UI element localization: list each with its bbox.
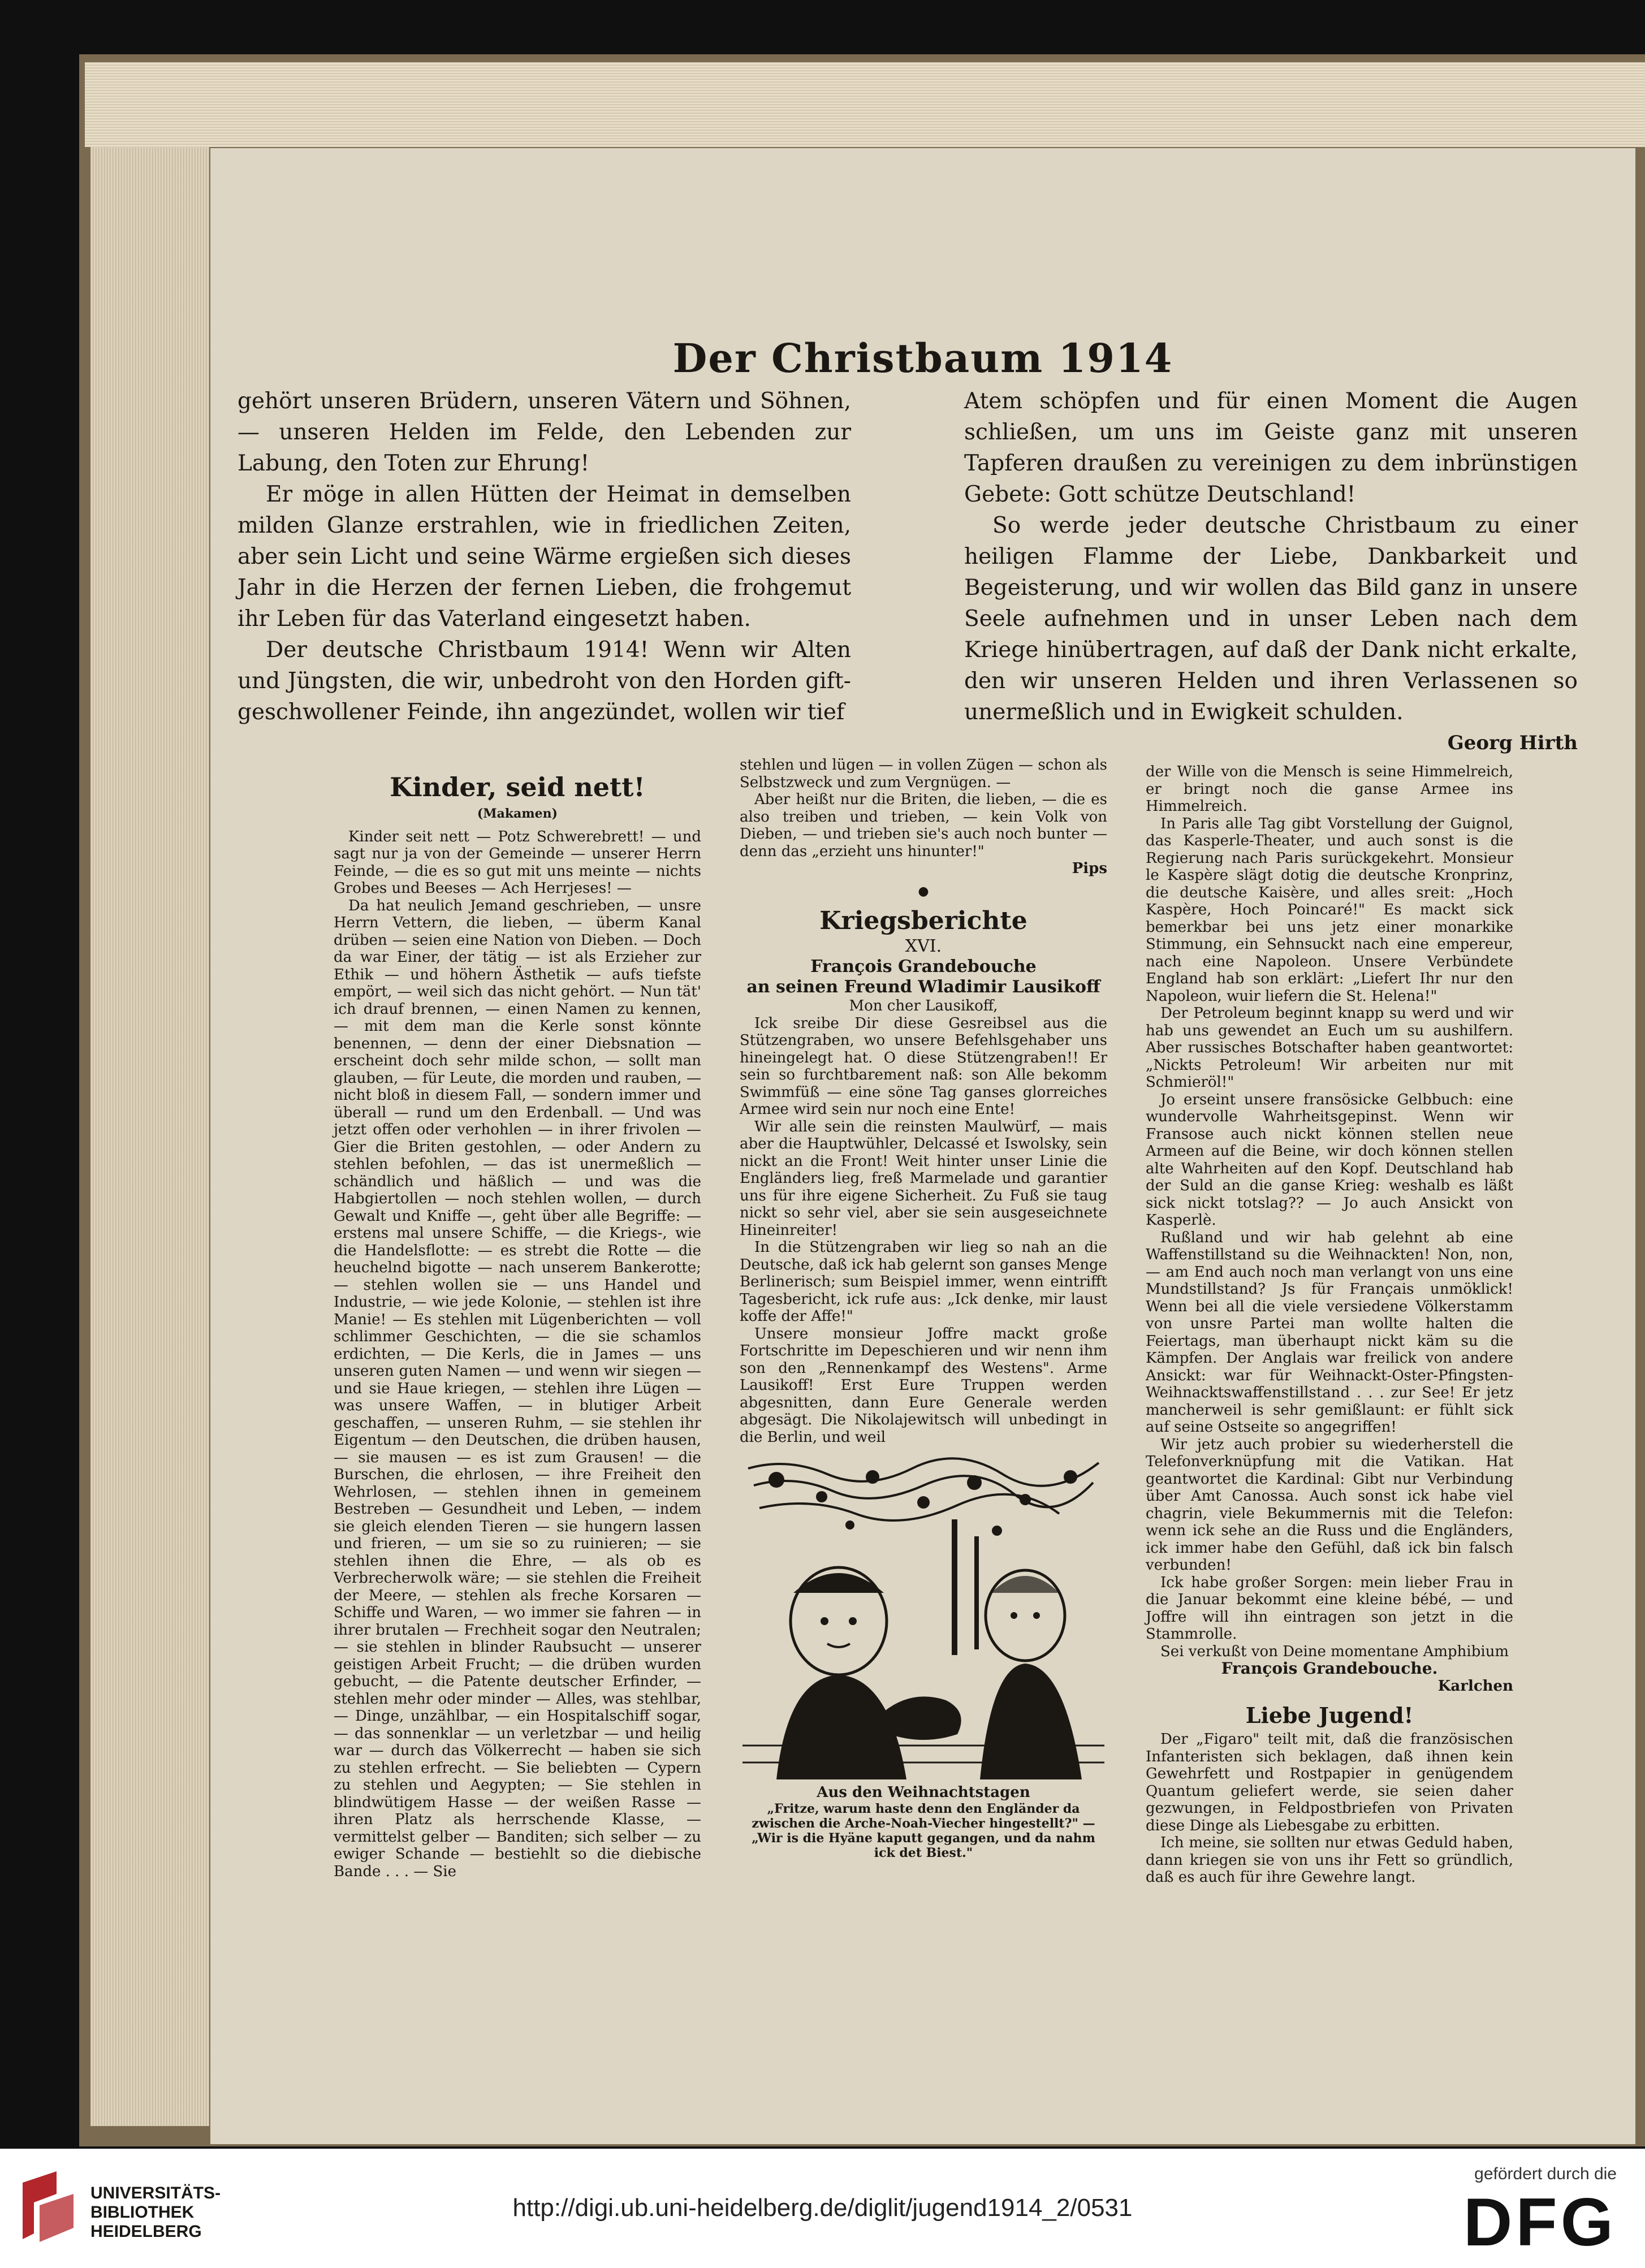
illustration-children-christmas bbox=[742, 1451, 1104, 1779]
column-kriegsberichte bbox=[740, 757, 1107, 1860]
paragraph: Ick habe großer Sorgen: mein lieber Frau in die Januar bekommt eine kleine bébé, — und Joffre will ihn eintragen son jetzt in die Stammrolle. bbox=[1146, 1574, 1513, 1643]
author-signature: Pips bbox=[1072, 860, 1107, 877]
column-kinder-seid-nett bbox=[334, 759, 701, 1880]
sponsor-text: gefördert durch die bbox=[1474, 2165, 1617, 2183]
magazine-page bbox=[210, 148, 1635, 2144]
page-edges bbox=[90, 62, 209, 2126]
paragraph: Der Petroleum beginnt knapp su werd und wir hab uns gewendet an Euch um su aushilfern. Aber russisches Botschafter haben geantwortet: „Nickts Petroleum! Wir arbeiten nur mit Schmieröl!" bbox=[1146, 1005, 1513, 1091]
closing-name: François Grandebouche. bbox=[1221, 1659, 1438, 1678]
paragraph: In Paris alle Tag gibt Vorstellung der Guignol, das Kasperle-Theater, und auch sonst is die Regierung nach Paris surückgekehrt. Monsieur le Kaspère slägt dotig die deutsche Kronprinz, die deutsche Kaisère, und alles sreit: „Hoch Kaspère, Hoch Poincaré!" Es mackt sick bemerkbar bei uns jetz einer monarkike Stimmung, ein Sehnsuckt nach eine empereur, nach eine Napoleon. Unsere Verbündete England hab son erklärt: „Liefert Ihr nur den Napoleon, wuir liefern die St. Helena!" bbox=[1146, 815, 1513, 1005]
illustration-title: Aus den Weihnachtstagen bbox=[817, 1784, 1030, 1801]
author-signature: Karlchen bbox=[1437, 1677, 1513, 1695]
article-number: XVI. bbox=[905, 936, 942, 956]
article-subtitle: (Makamen) bbox=[477, 806, 558, 821]
separator-bullet: ● bbox=[918, 884, 929, 898]
paragraph: Atem schöpfen und für einen Moment die Augen schließen, um uns im Geiste ganz mit unseren Tapferen draußen zu vereinigen zu dem inbrünstigen Gebete: Gott schütze Deutschland! bbox=[964, 388, 1578, 507]
paragraph: Da hat neulich Jemand geschrieben, — unsre Herrn Vettern, die lieben, — überm Kanal drüben — seien eine Nation von Dieben. — Doch da war Einer, der tätig — ist als Erzieher zur Ethik — und höhern Ästhetik — aufs tiefste empört, — weil sich das nicht gehört. — Nun tät' ich drauf brennen, — einen Namen zu kennen, — mit dem man die Kerle sonst könnte benennen, — denn der einer Diebsnation — erscheint doch sehr milde schon, — sollt man glauben, — für Leute, die morden und rauben, — nicht bloß in diesem Fall, — sondern immer und überall — rund um den Erdenball. — Und was jetzt offen oder verhohlen — in ihrer frivolen — Gier die Briten gestohlen, — oder Andern zu stehlen befohlen, — das ist unermeßlich — schändlich und häßlich — und was die Habgiertollen — noch stehlen wollen, — durch Gewalt und Kniffe —, geht über alle Begriffe: — erstens mal unsere Schiffe, — die Kriegs-, wie die Handelsflotte: — es strebt die Rotte — die heuchelnd bigotte — nach unserem Bankerotte; — stehlen wollen sie — uns Handel und Industrie, — wie jede Kolonie, — stehlen ist ihre Manie! — Es stehlen mit Lügenberichten — voll schlimmer Geschichten, — die sie schamlos erdichten, — Die Kerls, die in James — uns unseren guten Namen — und wenn wir siegen — und sie Haue kriegen, — stehlen ihre Lügen — was unsere Waffen, — in blutiger Arbeit geschaffen, — unseren Ruhm, — sie stehlen ihr Eigentum — den Deutschen, die drüben hausen, — sie mausen — es ist zum Grausen! — die Burschen, die ehrlosen, — ihre Freiheit den Wehrlosen, — stehlen ihnen in gemeinem Bestreben — Gesundheit und Leben, — indem sie gleich elenden Tieren — sie hungern lassen und frieren, — um sie so zu ruinieren; — sie stehlen ihnen die Ehre, — als ob es Verbrecherwolk wäre; — sie stehlen die Freiheit der Meere, — stehlen als freche Korsaren — Schiffe und Waren, — wo immer sie fahren — in ihrer brutalen — Frechheit sogar den Neutralen; — sie stehlen in blinder Raubsucht — unserer geistigen Arbeit Frucht; — die drüben wurden gebucht, — die Patente deutscher Erfinder, — stehlen mehr oder minder — Alles, was stehlbar, — Dinge, unzählbar, — ein Hospitalschiff sogar, — das sonnenklar — un verletzbar — und heilig war — durch das Völkerrecht — haben sie sich zu stehlen erfrecht. — Sie beliebten — Cypern zu stehlen und Aegypten; — Sie stehlen in blindwütigem Hasse — der weißen Rasse — ihren Platz als herrschende Klasse, — vermittelst gelber — Banditen; sich selber — zu ewiger Schande — bestiehlt so die diebische Bande . . . — Sie bbox=[334, 897, 701, 1880]
top-left-column bbox=[238, 386, 851, 728]
article-title: Kinder, seid nett! bbox=[390, 772, 645, 802]
paragraph: gehört unseren Brüdern, unseren Vätern und Söhnen, — unseren Helden im Felde, den Lebenden zur Labung, den Toten zur Ehrung! bbox=[238, 388, 851, 476]
top-right-column bbox=[964, 386, 1578, 759]
paragraph: der Wille von die Mensch is seine Himmelreich, er bringt noch die ganse Armee ins Himmelreich. bbox=[1146, 763, 1513, 815]
article-title: Liebe Jugend! bbox=[1245, 1703, 1414, 1728]
logo-line: HEIDELBERG bbox=[90, 2222, 202, 2241]
logo-line: UNIVERSITÄTS- bbox=[90, 2184, 221, 2202]
headline: Der Christbaum 1914 bbox=[672, 335, 1173, 382]
paragraph: Er möge in allen Hütten der Heimat in demselben milden Glanze erstrahlen, wie in friedlichen Zeiten, aber sein Licht und seine Wärme ergießen sich dieses Jahr in die Herzen der fernen Lieben, die frohgemut ihr Leben für das Vaterland eingesetzt haben. bbox=[238, 482, 851, 632]
article-subtitle: François Grandebouche bbox=[810, 957, 1037, 977]
page-edges-top bbox=[85, 62, 1645, 147]
salutation: Mon cher Lausikoff, bbox=[849, 997, 998, 1014]
paragraph: Unsere monsieur Joffre mackt große Fortschritte im Depeschieren und wir nenn ihm son den „Rennenkampf des Westens". Arme Lausikoff! Erst Eure Truppen werden abgesnitten, dann Eure Generale werden abgesägt. Die Nikolajewitsch will unbedingt in die Berlin, und weil bbox=[740, 1325, 1107, 1446]
paragraph: Der „Figaro" teilt mit, daß die französischen Infanteristen sich beklagen, daß ihnen kein Gewehrfett und Rostpapier in genügendem Quantum geliefert werde, sie seien daher gezwungen, in Feldpostbriefen von Privaten diese Dinge als Liebesgabe zu erbitten. bbox=[1146, 1731, 1513, 1834]
footer-bar bbox=[0, 2149, 1645, 2268]
paragraph: In die Stützengraben wir lieg so nah an die Deutsche, daß ick hab gelernt son ganses Menge Berlinerisch; sum Beispiel immer, wenn eintrifft Tagesbericht, ick rufe aus: „Ick denke, mir laust koffe der Affe!" bbox=[740, 1239, 1107, 1325]
article-title: Kriegsberichte bbox=[819, 906, 1027, 935]
article-subtitle: an seinen Freund Wladimir Lausikoff bbox=[746, 977, 1100, 997]
paragraph: So werde jeder deutsche Christbaum zu einer heiligen Flamme der Liebe, Dankbarkeit und Begeisterung, und wir wollen das Bild ganz in unsere Seele aufnehmen und in unser Leben nach dem Kriege hinübertragen, auf daß der Dank nicht erkalte, den wir unseren Helden und ihren Verlassenen so unermeßlich und in Ewigkeit schulden. bbox=[964, 513, 1578, 725]
paragraph: Wir alle sein die reinsten Maulwürf, — mais aber die Hauptwühler, Delcassé et Iswolsky, sein nickt an die Front! Weit hinter unser Linie die Engländers lieg, freß Marmelade und garantier uns für ihre eigene Sicherheit. Zu Fuß sie taug nickt so sehr viel, aber sie sein ausgeseichnete Hineinreiter! bbox=[740, 1118, 1107, 1239]
paragraph: Aber heißt nur die Briten, die lieben, — die es also treiben und trieben, — kein Volk von Dieben, — und trieben sie's auch noch bunter — denn das „erzieht uns hinunter!" bbox=[740, 791, 1107, 860]
paragraph: Kinder seit nett — Potz Schwerebrett! — und sagt nur ja von der Gemeinde — unserer Herrn Feinde, — die es so gut mit uns meinte — nichts Grobes und Beeses — Ach Herrjeses! — bbox=[334, 828, 701, 897]
paragraph: stehlen und lügen — in vollen Zügen — schon als Selbstzweck und zum Vergnügen. — bbox=[740, 757, 1107, 791]
column-kriegsberichte-continued bbox=[1146, 763, 1513, 1886]
paragraph: Wir jetz auch probier su wiederherstell die Telefonverknüpfung mit die Vatikan. Hat geantwortet die Kardinal: Gibt nur Verbindung über Amt Canossa. Auch sonst ick habe viel chagrin, viele Bekummernis mit die Telefon: wenn ick sehe an die Russ und die Engländers, ick immer habe den Gefühl, daß ick bin falsch verbunden! bbox=[1146, 1436, 1513, 1574]
paragraph: Ick sreibe Dir diese Gesreibsel aus die Stützengraben, wo unsere Befehlsgehaber uns hineingelegt hat. O diese Stützengraben!! Er sein so furchtbarement naß: son Alle bekomm Swimmfüß — eine söne Tag ganses glorreiches Armee wird sein nur noch eine Ente! bbox=[740, 1014, 1107, 1118]
dfg-logo: DFG bbox=[1463, 2184, 1617, 2260]
paragraph: Jo erseint unsere fransösicke Gelbbuch: eine wundervolle Wahrheitsgepinst. Wenn wir Fransose auch nickt können stellen neue Armeen auf die Beine, wir doch können stellen alte Wahrheiten auf den Kopf. Deutschland hab der Suld an die ganse Krieg: weshalb es läßt sick nickt totslag?? — Jo auch Ansickt von Kasperlè. bbox=[1146, 1091, 1513, 1229]
paragraph: Der deutsche Christbaum 1914! Wenn wir Alten und Jüngsten, die wir, unbedroht von den Horden gift-geschwollener Feinde, ihn angezündet, wollen wir tief bbox=[238, 637, 851, 725]
author-signature: Georg Hirth bbox=[1447, 732, 1578, 754]
logo-line: BIBLIOTHEK bbox=[90, 2203, 195, 2222]
closing: Sei verkußt von Deine momentane Amphibium bbox=[1160, 1643, 1509, 1660]
permalink-url[interactable]: http://digi.ub.uni-heidelberg.de/diglit/jugend1914_2/0531 bbox=[512, 2194, 1133, 2222]
illustration-caption: „Fritze, warum haste denn den Engländer da zwischen die Arche-Noah-Viecher hingestellt?" — „Wir is die Hyäne kaputt gegangen, und da nahm ick det Biest." bbox=[752, 1801, 1095, 1860]
paragraph: Rußland und wir hab gelehnt ab eine Waffenstillstand su die Weihnackten! Non, non, — am End auch noch man verlangt von uns eine Mundstillstand? Js für Français unmöklick! Wenn bei all die viele versiedene Völkerstamm von unsre Partei man wollte halten die Feiertags, man überhaupt nickt käm su die Kämpfen. Der Anglais war freilick von andere Ansickt: war für Weihnackt-Oster-Pfingsten-Weihnacktswaffenstillstand . . . zur See! Er jetz mancherweil is sehr gemißlaunt: er fühlt sick auf seine Ostseite so angegriffen! bbox=[1146, 1229, 1513, 1436]
paragraph: Ich meine, sie sollten nur etwas Geduld haben, dann kriegen sie von uns ihr Fett so gründlich, daß es auch für ihre Gewehre langt. bbox=[1146, 1834, 1513, 1886]
